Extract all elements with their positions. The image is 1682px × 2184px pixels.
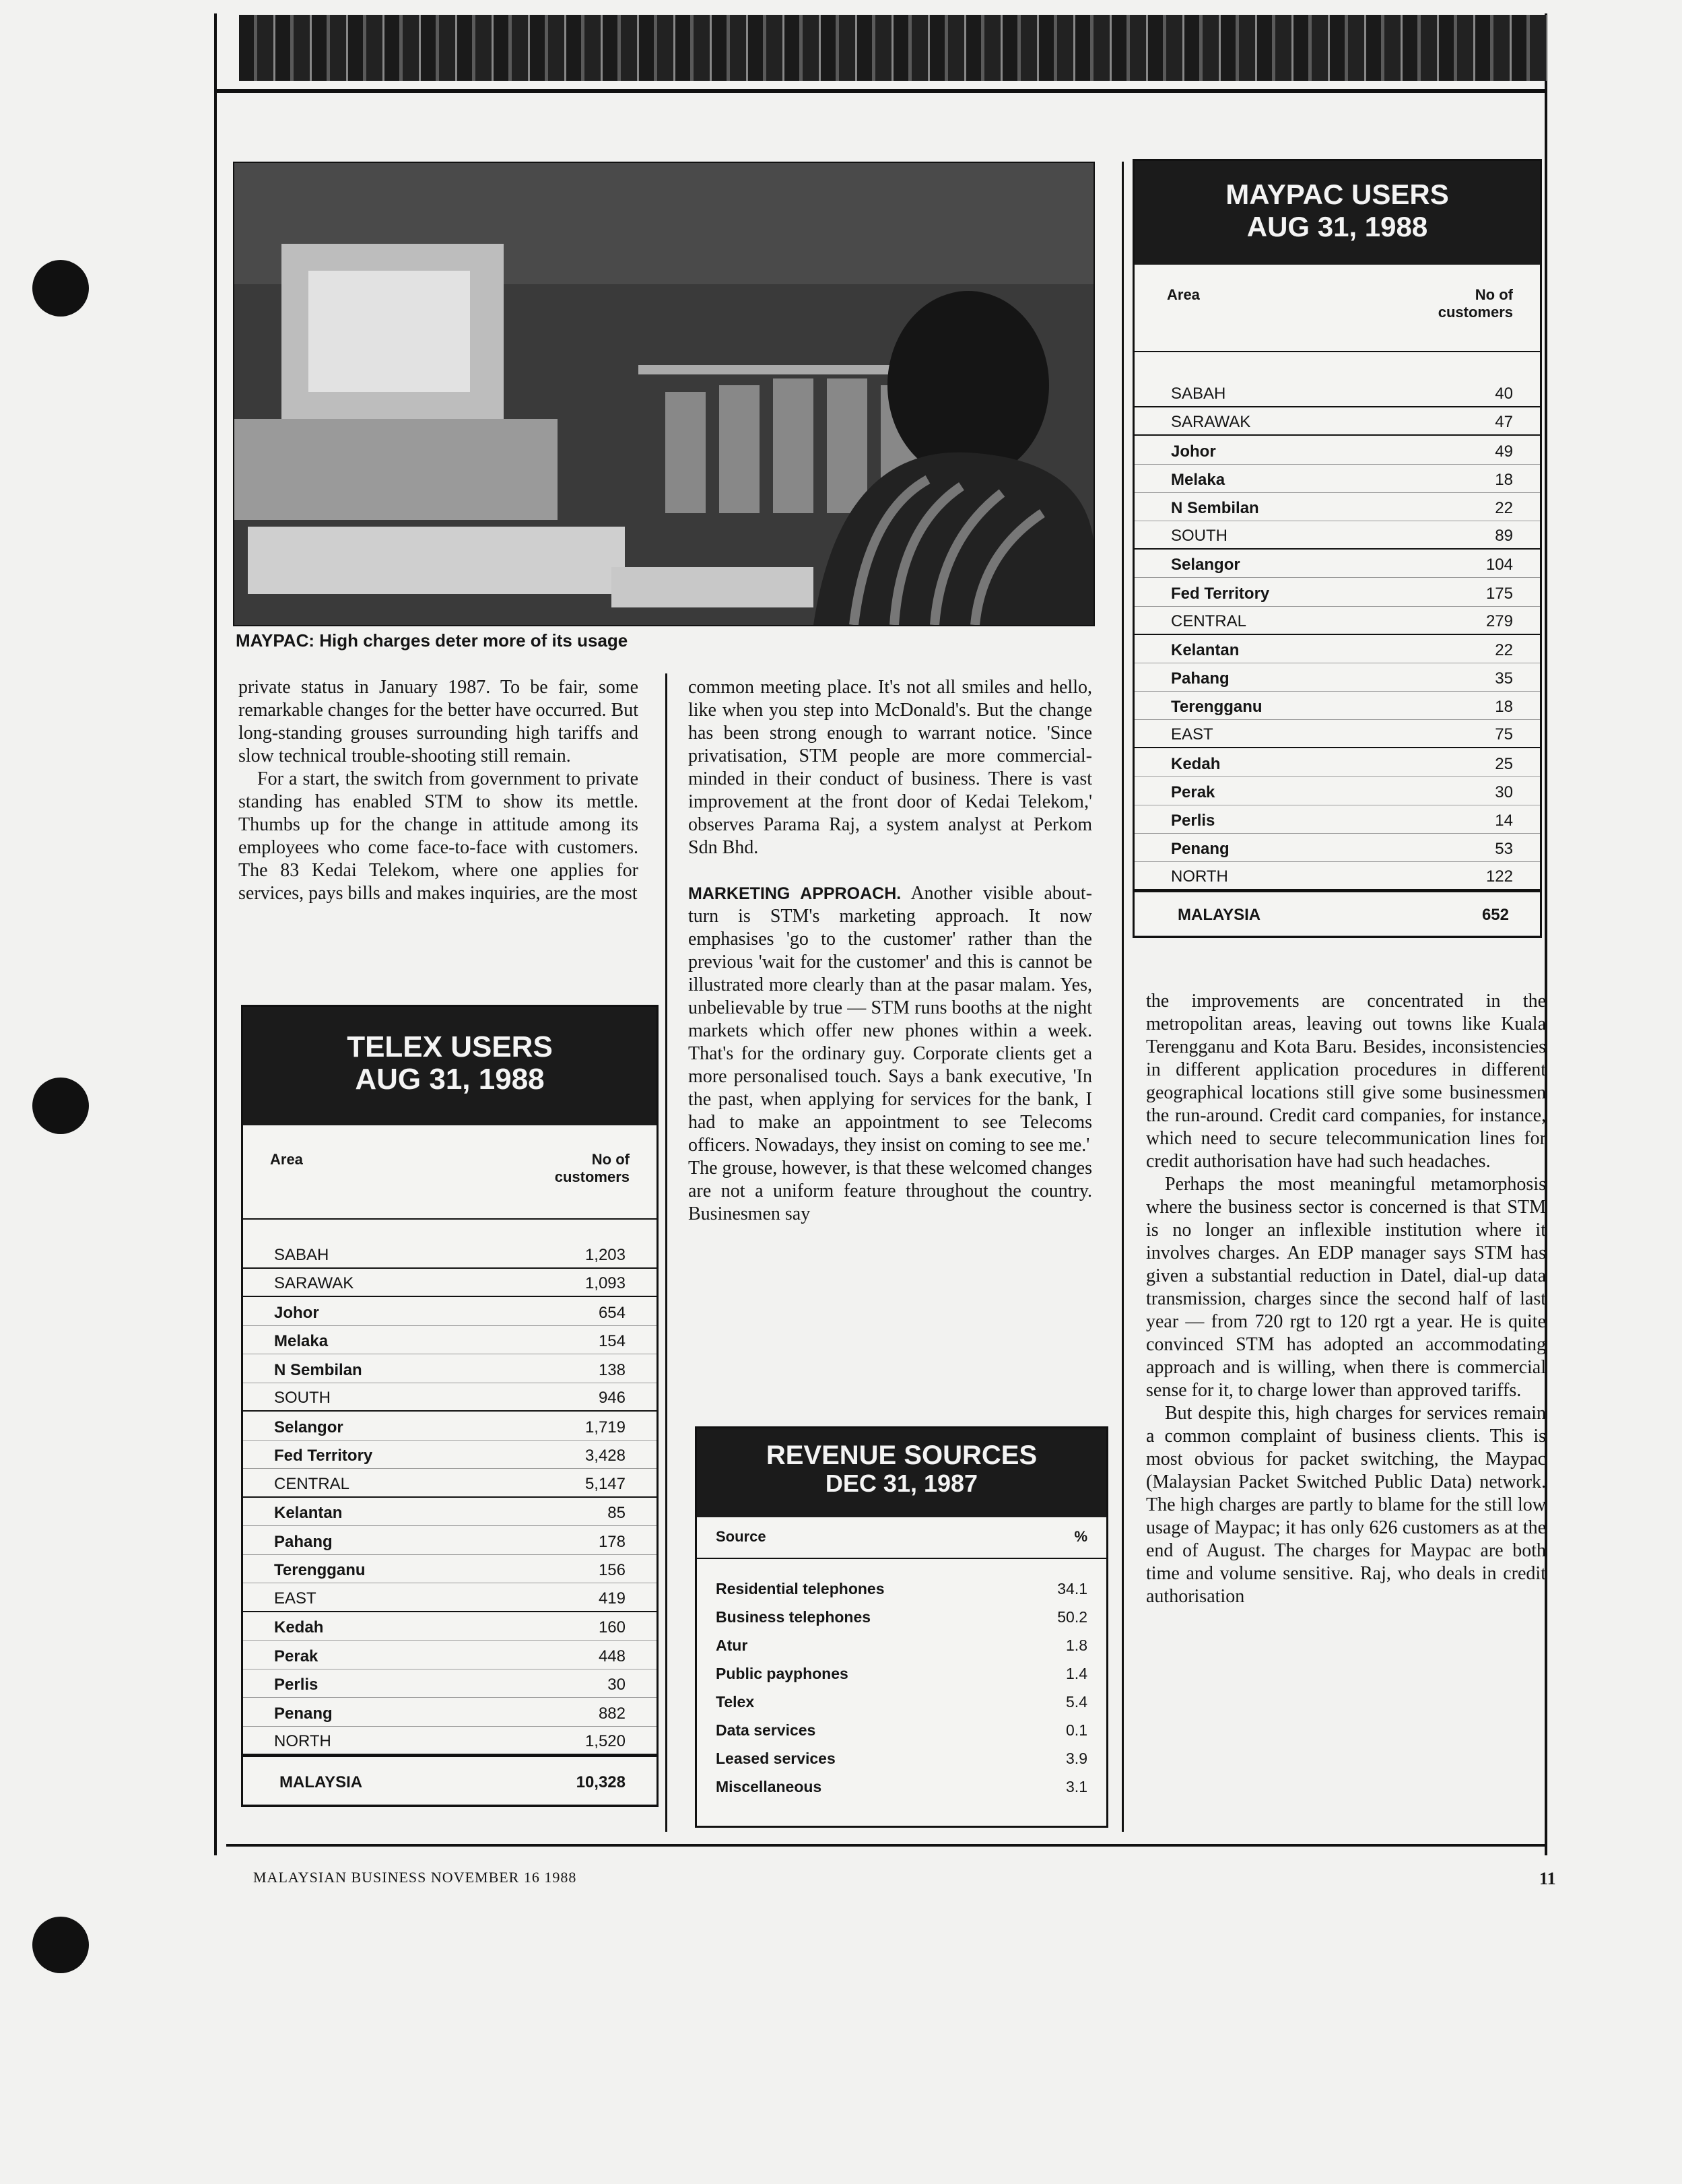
- row-area: Kelantan: [274, 1504, 343, 1522]
- table-row: [697, 1629, 1106, 1657]
- row-area: Perak: [1171, 783, 1215, 801]
- table-row: [1135, 493, 1540, 521]
- row-area: SARAWAK: [274, 1274, 354, 1292]
- table-row: [1135, 607, 1540, 635]
- row-area: Kedah: [1171, 754, 1221, 773]
- row-value: 160: [598, 1618, 626, 1636]
- revenue-sources-table: [695, 1426, 1108, 1828]
- table-row: [697, 1714, 1106, 1742]
- table-row: [1135, 805, 1540, 834]
- table-row: [1135, 834, 1540, 862]
- row-source: Residential telephones: [716, 1580, 885, 1597]
- row-percent: 1.8: [1066, 1636, 1087, 1654]
- row-value: 1,093: [584, 1274, 626, 1292]
- article-column-2: [688, 676, 1092, 1226]
- table-row: [697, 1601, 1106, 1629]
- table-row: [1135, 578, 1540, 606]
- row-value: 30: [1495, 783, 1513, 801]
- row-area: Perlis: [1171, 812, 1215, 830]
- row-value: 30: [607, 1676, 626, 1694]
- row-area: SARAWAK: [1171, 413, 1251, 432]
- table-subtitle: AUG 31, 1988: [1246, 211, 1428, 242]
- row-value: 654: [598, 1303, 626, 1322]
- row-area: Terengganu: [274, 1561, 366, 1579]
- row-value: 154: [598, 1332, 626, 1350]
- paragraph: the improvements are concentrated in the metropolitan areas, leaving out towns like Kuala Terengganu and Kota Baru. Besides, inconsistencies in different application procedures in different geographical locations still give some businessmen the run-around. Credit card companies, for instance, which need to secure telecommunication lines for credit authorisation have had such headaches.: [1146, 991, 1546, 1172]
- row-area: CENTRAL: [274, 1474, 350, 1493]
- row-area: Fed Territory: [274, 1447, 373, 1465]
- section-heading-marketing: MARKETING APPROACH.: [688, 884, 902, 903]
- table-row: [1135, 465, 1540, 493]
- row-value: 5,147: [584, 1474, 626, 1493]
- table-row: [243, 1612, 657, 1641]
- row-value: 35: [1495, 669, 1513, 688]
- row-area: N Sembilan: [274, 1360, 362, 1379]
- row-value: 279: [1485, 611, 1513, 630]
- row-area: SOUTH: [1171, 527, 1227, 545]
- article-column-3: [1146, 990, 1546, 1608]
- row-area: Pahang: [1171, 669, 1230, 688]
- row-value: 178: [598, 1532, 626, 1551]
- row-area: N Sembilan: [1171, 498, 1259, 517]
- column-header-source: Source: [716, 1528, 766, 1545]
- table-title: REVENUE SOURCES: [766, 1441, 1038, 1470]
- row-value: 1,203: [584, 1245, 626, 1264]
- row-value: 156: [598, 1561, 626, 1579]
- row-area: SABAH: [274, 1245, 329, 1264]
- table-row: [1135, 748, 1540, 776]
- total-area: MALAYSIA: [279, 1773, 363, 1791]
- row-value: 22: [1495, 640, 1513, 659]
- total-area: MALAYSIA: [1178, 906, 1261, 925]
- row-value: 946: [598, 1389, 626, 1407]
- table-row: [243, 1498, 657, 1527]
- row-value: 18: [1495, 698, 1513, 717]
- total-value: 652: [1481, 906, 1509, 925]
- table-row: [1135, 777, 1540, 805]
- table-row: [243, 1354, 657, 1383]
- row-value: 3,428: [584, 1447, 626, 1465]
- paragraph: Perhaps the most meaningful metamorphosis where the business sector is concerned is that STM is no longer an inflexible institution where it involves charges. An EDP manager says STM has given a substantial reduction in Datel, dial-up data transmission, charges since the second half of last year — from 720 rgt to 120 rgt a year. He is quite convinced STM has adopted an accommodating approach and is willing, when there is commercial sense for it, to charge lower than approved tariffs.: [1146, 1174, 1546, 1401]
- column-header-percent: %: [1074, 1528, 1087, 1545]
- table-row: [243, 1526, 657, 1555]
- table-row: [1135, 521, 1540, 550]
- row-value: 89: [1495, 527, 1513, 545]
- row-percent: 34.1: [1057, 1580, 1087, 1597]
- table-row: [243, 1669, 657, 1698]
- row-area: Fed Territory: [1171, 584, 1270, 603]
- table-row: [243, 1727, 657, 1756]
- page-number: 11: [1539, 1869, 1556, 1888]
- row-area: Selangor: [1171, 556, 1240, 574]
- paragraph: Another visible about-turn is STM's marketing approach. It now emphasises 'go to the customer' rather than the previous 'wait for the customer' and this is cannot be illustrated more clearly than at the pasar malam. Yes, unbelievable by true — STM runs booths at the night markets which offer new phones within a week. That's for the ordinary guy. Corporate clients get a more personalised touch. Says a bank executive, 'In the past, when applying for services for the bank, I had to make an appointment to see Telecoms officers. Nowadays, they insist on coming to see me.': [688, 883, 1092, 1156]
- paragraph: For a start, the switch from government to private standing has enabled STM to show its mettle. Thumbs up for the change in attitude among its employees who come face-to-face with customers. The 83 Kedai Telekom, where one applies for services, pays bills and makes inquiries, are the most: [238, 768, 638, 904]
- table-row: [697, 1742, 1106, 1771]
- row-value: 49: [1495, 442, 1513, 461]
- row-source: Telex: [716, 1693, 755, 1711]
- table-row: [1135, 663, 1540, 692]
- row-value: 47: [1495, 413, 1513, 432]
- table-row: [697, 1657, 1106, 1686]
- table-row: [697, 1686, 1106, 1714]
- row-area: CENTRAL: [1171, 611, 1247, 630]
- table-row: [1135, 550, 1540, 578]
- table-row: [243, 1240, 657, 1269]
- row-source: Public payphones: [716, 1665, 848, 1682]
- row-source: Business telephones: [716, 1608, 871, 1626]
- table-row: [1135, 407, 1540, 436]
- row-percent: 50.2: [1057, 1608, 1087, 1626]
- row-percent: 3.1: [1066, 1778, 1087, 1795]
- row-value: 22: [1495, 498, 1513, 517]
- table-row: [243, 1412, 657, 1441]
- publication-footer: MALAYSIAN BUSINESS NOVEMBER 16 1988: [253, 1869, 577, 1886]
- article-column-1: [238, 676, 638, 905]
- binder-hole-middle: [32, 1078, 89, 1134]
- row-area: Johor: [1171, 442, 1216, 461]
- binder-hole-top: [32, 260, 89, 317]
- row-area: SOUTH: [274, 1389, 331, 1407]
- table-row: [243, 1698, 657, 1727]
- table-row: [243, 1641, 657, 1669]
- masthead-rule: [214, 89, 1547, 93]
- table-row: [243, 1297, 657, 1326]
- article-photo: [233, 162, 1095, 626]
- table-row: [243, 1555, 657, 1584]
- table-row: [243, 1383, 657, 1412]
- column-rule-2: [1122, 162, 1124, 1832]
- table-subtitle: AUG 31, 1988: [355, 1063, 545, 1096]
- row-value: 85: [607, 1504, 626, 1522]
- table-title: MAYPAC USERS: [1225, 178, 1449, 210]
- row-percent: 1.4: [1066, 1665, 1087, 1682]
- photo-caption: MAYPAC: High charges deter more of its usage: [236, 630, 628, 651]
- row-area: Penang: [274, 1704, 333, 1723]
- row-area: Perak: [274, 1647, 318, 1665]
- row-area: Melaka: [274, 1332, 329, 1350]
- row-area: Johor: [274, 1303, 319, 1322]
- table-subtitle: DEC 31, 1987: [825, 1469, 978, 1497]
- row-source: Atur: [716, 1636, 748, 1654]
- row-value: 75: [1495, 725, 1513, 744]
- row-value: 419: [598, 1589, 626, 1608]
- column-header-count: No of customers: [1438, 286, 1513, 321]
- photo-illustration: [234, 163, 1094, 625]
- row-source: Leased services: [716, 1750, 836, 1767]
- row-area: EAST: [1171, 725, 1213, 744]
- paragraph: The grouse, however, is that these welcomed changes are not a uniform feature throughout the country. Businesmen say: [688, 1158, 1092, 1224]
- row-percent: 3.9: [1066, 1750, 1087, 1767]
- row-value: 53: [1495, 840, 1513, 859]
- row-percent: 5.4: [1066, 1693, 1087, 1711]
- row-area: Terengganu: [1171, 698, 1263, 717]
- table-row: [243, 1269, 657, 1298]
- row-area: NORTH: [1171, 867, 1228, 886]
- row-area: Perlis: [274, 1676, 318, 1694]
- table-row: [243, 1583, 657, 1612]
- row-source: Data services: [716, 1721, 816, 1739]
- row-value: 882: [598, 1704, 626, 1723]
- row-area: Penang: [1171, 840, 1230, 859]
- row-value: 1,520: [584, 1732, 626, 1750]
- row-area: Kelantan: [1171, 640, 1240, 659]
- row-area: Kedah: [274, 1618, 324, 1636]
- table-row: [1135, 692, 1540, 720]
- row-area: Selangor: [274, 1418, 343, 1436]
- table-title: TELEX USERS: [347, 1030, 553, 1063]
- row-value: 104: [1485, 556, 1513, 574]
- paragraph: common meeting place. It's not all smiles and hello, like when you step into McDonald's. But the change has been strong enough to warrant notice. 'Since privatisation, STM people are more commercial-minded in their conduct of business. There is vast improvement at the front door of Kedai Telekom,' observes Parama Raj, a system analyst at Perkom Sdn Bhd.: [688, 677, 1092, 858]
- row-value: 14: [1495, 812, 1513, 830]
- table-row: [697, 1573, 1106, 1601]
- row-value: 138: [598, 1360, 626, 1379]
- column-header-count: No of customers: [554, 1151, 630, 1185]
- row-area: SABAH: [1171, 385, 1226, 403]
- row-value: 1,719: [584, 1418, 626, 1436]
- table-row: [243, 1326, 657, 1355]
- column-header-area: Area: [1167, 286, 1200, 303]
- paragraph: But despite this, high charges for services remain a common complaint of business clients. This is most obvious for packet switching, the Maypac (Malaysian Packet Switched Public Data) network. The high charges are partly to blame for the still low usage of Maypac; it has only 626 customers as at the end of August. The charges for Maypac are both time and volume sensitive. Raj, who deals in credit authorisation: [1146, 1403, 1546, 1607]
- table-row: [1135, 379, 1540, 407]
- row-area: EAST: [274, 1589, 316, 1608]
- paragraph: private status in January 1987. To be fair, some remarkable changes for the better have occurred. But long-standing grouses surrounding high tariffs and slow technical trouble-shooting still remain.: [238, 677, 638, 766]
- table-row: [243, 1441, 657, 1469]
- telex-users-table: [241, 1005, 659, 1807]
- table-row: [1135, 436, 1540, 464]
- row-value: 25: [1495, 754, 1513, 773]
- row-value: 18: [1495, 470, 1513, 489]
- table-row: [243, 1469, 657, 1498]
- row-area: Pahang: [274, 1532, 333, 1551]
- row-area: NORTH: [274, 1732, 331, 1750]
- table-row: [697, 1771, 1106, 1799]
- column-header-area: Area: [270, 1151, 303, 1168]
- row-value: 40: [1495, 385, 1513, 403]
- page-bottom-rule: [226, 1844, 1546, 1847]
- row-value: 175: [1485, 584, 1513, 603]
- row-percent: 0.1: [1066, 1721, 1087, 1739]
- row-value: 448: [598, 1647, 626, 1665]
- binder-hole-bottom: [32, 1917, 89, 1973]
- row-source: Miscellaneous: [716, 1778, 822, 1795]
- maypac-users-table: [1133, 159, 1542, 938]
- column-rule-1: [665, 673, 667, 1832]
- row-area: Melaka: [1171, 470, 1225, 489]
- row-value: 122: [1485, 867, 1513, 886]
- masthead-band: [239, 15, 1547, 81]
- table-row: [1135, 635, 1540, 663]
- table-row: [1135, 862, 1540, 890]
- table-row: [1135, 720, 1540, 748]
- total-value: 10,328: [576, 1773, 626, 1791]
